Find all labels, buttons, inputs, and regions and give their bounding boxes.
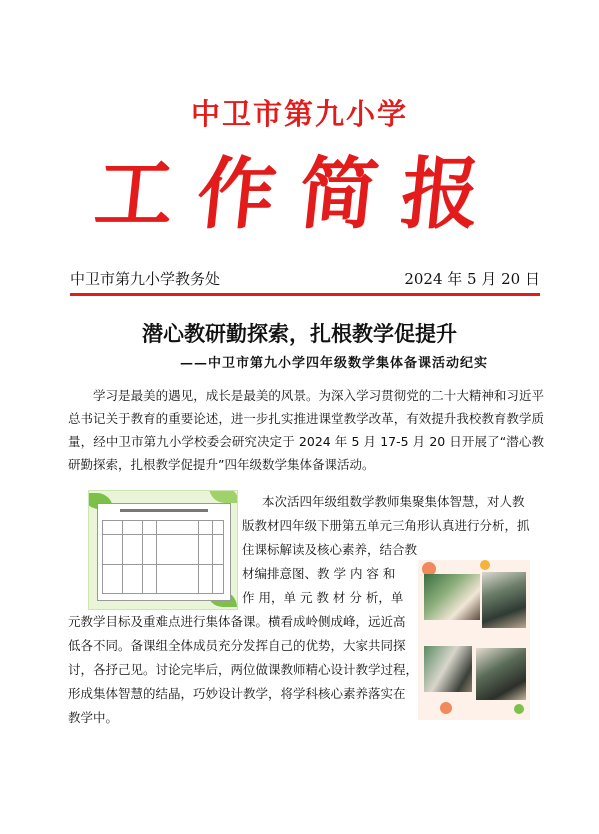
photo bbox=[476, 648, 526, 700]
p2-line: 教学中。 bbox=[68, 710, 119, 725]
article-title: 潜心教研勤探索，扎根教学促提升 bbox=[142, 322, 457, 346]
schedule-table bbox=[97, 503, 231, 601]
p2-line: 材编排意图、教 学 内 容 和 bbox=[242, 566, 396, 581]
flower-decoration bbox=[440, 702, 452, 714]
header-info-line bbox=[70, 268, 540, 289]
p2-line: 住课标解读及核心素养，结合教 bbox=[242, 542, 418, 557]
p2-line: 版教材四年级下册第五单元三角形认真进行分析，抓 bbox=[242, 518, 530, 533]
bulletin-title: 工作简报 bbox=[90, 149, 509, 240]
red-divider bbox=[70, 293, 540, 296]
p2-line: 讨，各抒己见。讨论完毕后，两位做课教师精心设计教学过程， bbox=[68, 662, 419, 677]
p2-line: 元教学目标及重难点进行集体备课。横看成岭侧成峰，远近高 bbox=[68, 614, 406, 629]
school-name: 中卫市第九小学 bbox=[190, 97, 408, 131]
photo-collage bbox=[418, 560, 530, 720]
p2-line: 形成集体智慧的结晶，巧妙设计教学，将学科核心素养落实在 bbox=[68, 686, 406, 701]
office-name: 中卫市第九小学教务处 bbox=[70, 270, 221, 288]
table-grid bbox=[102, 520, 224, 594]
p2-line: 作 用，单 元 教 材 分 析，单 bbox=[242, 590, 404, 605]
article-subtitle: ——中卫市第九小学四年级数学集体备课活动纪实 bbox=[180, 356, 489, 371]
photo bbox=[482, 572, 526, 628]
flower-decoration bbox=[514, 704, 524, 714]
p2-line: 本次活四年级组数学教师集聚集体智慧，对人教 bbox=[262, 494, 525, 509]
photo bbox=[424, 574, 480, 620]
schedule-caption-lines bbox=[120, 509, 208, 512]
issue-date: 2024 年 5 月 20 日 bbox=[404, 270, 540, 288]
flower-decoration bbox=[480, 560, 490, 570]
article-paragraph-1: 学习是最美的遇见，成长是最美的风景。为深入学习贯彻党的二十大精神和习近平总书记关于教育的重要论述，进一步扎实推进课堂教学改革，有效提升我校教育教学质量，经中卫市第九小学校委会研究决定于 2024 年 5 月 17-5 月 20 日开展了“潜心教研勤探索，扎根教学促提升”四年级数学集体备课活动。 bbox=[68, 388, 544, 472]
photo bbox=[424, 646, 472, 692]
p2-line: 低各不同。备课组全体成员充分发挥自己的优势，大家共同探 bbox=[68, 638, 406, 653]
schedule-table-image bbox=[88, 490, 238, 610]
leaf-decoration bbox=[209, 490, 238, 503]
